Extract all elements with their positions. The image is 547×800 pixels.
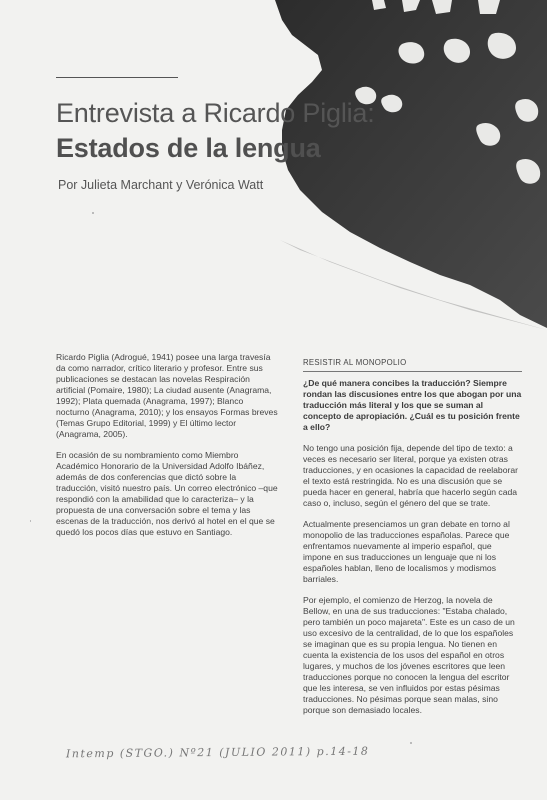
answer-paragraph: Por ejemplo, el comienzo de Herzog, la novela de Bellow, en una de sus traducciones: "Estaba chalado, pero también un poco majareta". Este es un caso de un uso excesivo de la centralidad, de lo que los españoles se imaginan que es su propia lengua. No tienen en cuenta la existencia de los usos del español en otros lugares, y muchos de los jóvenes escritores que leen traducciones porque no conocen la lengua del escritor que les interesa, se ven influidos por estas pésimas traducciones. No pésimas porque sean malas, sino porque son demasiado locales. [303, 595, 515, 715]
article-title: Entrevista a Ricardo Piglia: [56, 98, 375, 128]
answer-paragraph: No tengo una posición fija, depende del tipo de texto: a veces es necesario ser literal, porque ya existen otras traducciones, y en ocasiones la capacidad de reelaborar el texto está restringida. No es una discusión que se pueda hacer en general, habría que hacerlo según cada caso o, incluso, según el género del que se trate. [303, 443, 518, 508]
intro-paragraph: En ocasión de su nombramiento como Miembro Académico Honorario de la Universidad Adolfo Ibáñez, además de dos conferencias que dictó sobre la traducción, visitó nuestro país. Un correo electrónico –que respondió con la amabilidad que lo caracteriza– y la propuesta de una conversación sobre el tema y las escenas de la traducción, nos derivó al hotel en el que se quedó los pocos días que estuvo en Santiago. [56, 450, 278, 537]
article-subtitle: Estados de la lengua [56, 133, 321, 163]
scan-speck [92, 212, 94, 214]
top-rule [56, 77, 178, 78]
interview-question: ¿De qué manera concibes la traducción? Siempre rondan las discusiones entre los que abogan por una traducción más literal y los que se suman al concepto de apropiación. ¿Cuál es tu posición frente a ello? [303, 378, 522, 432]
answer-paragraph: Actualmente presenciamos un gran debate en torno al monopolio de las traducciones españolas. Parece que enfrentamos nuevamente al imperio español, que impone en sus traducciones un lenguaje que ni los españoles hablan, lleno de localismos y modismos barriales. [303, 519, 510, 584]
scan-speck [30, 520, 31, 522]
handwritten-citation: Intemp (STGO.) Nº21 (JULIO 2011) p.14-18 [65, 744, 370, 761]
right-column [303, 357, 522, 726]
section-heading: RESISTIR AL MONOPOLIO [303, 357, 522, 372]
left-column [56, 352, 278, 548]
scan-speck [410, 742, 412, 744]
intro-paragraph: Ricardo Piglia (Adrogué, 1941) posee una larga travesía da como narrador, crítico literario y profesor. Entre sus publicaciones se destacan las novelas Respiración artificial (Pomaire, 1980); La ciudad ausente (Anagrama, 1992); Plata quemada (Anagrama, 1997); Blanco nocturno (Anagrama, 2010); y los ensayos Formas breves (Temas Grupo Editorial, 1999) y El último lector (Anagrama, 2005). [56, 352, 278, 439]
decorative-shadow-graphic [0, 0, 547, 330]
byline: Por Julieta Marchant y Verónica Watt [58, 178, 264, 192]
